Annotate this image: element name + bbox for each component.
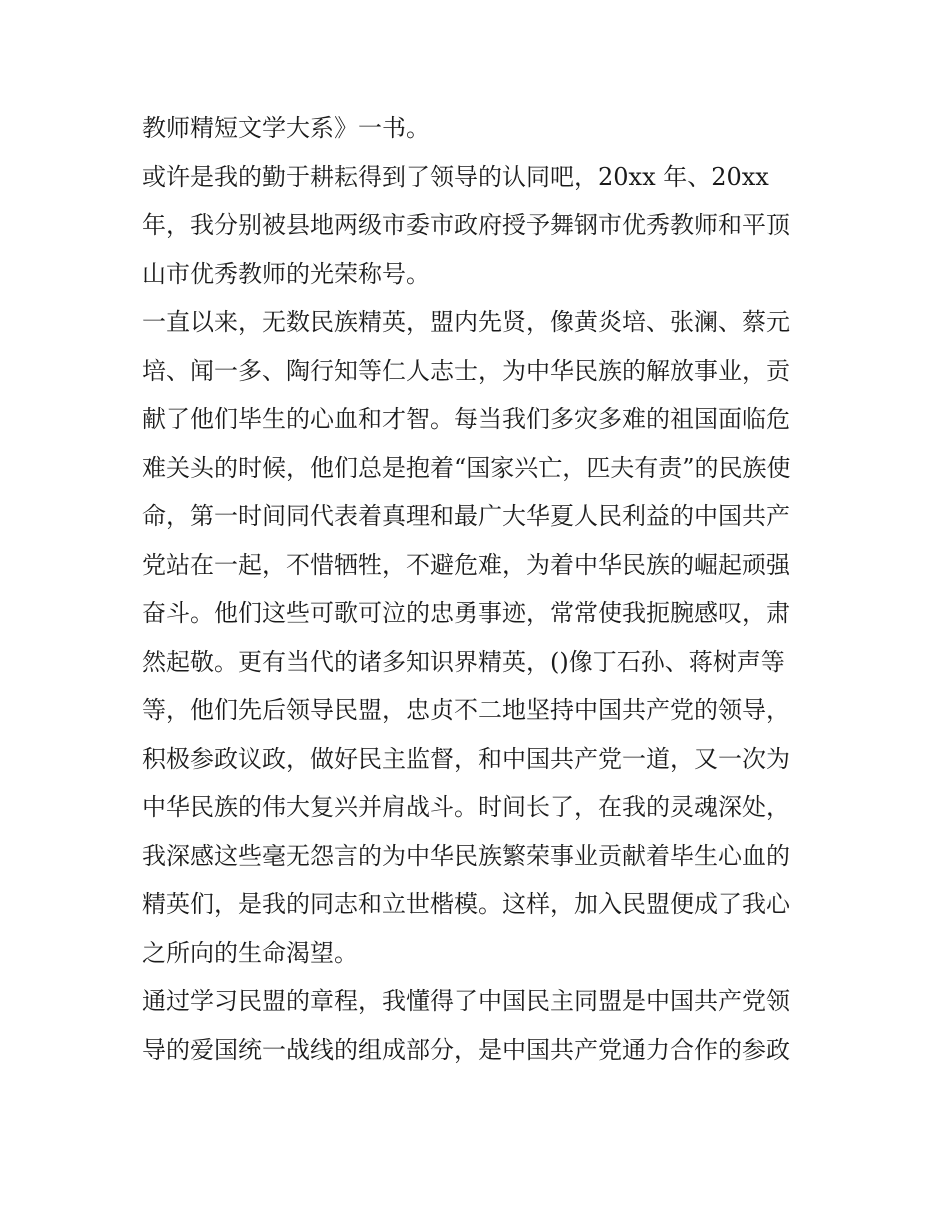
text-line: 或许是我的勤于耕耘得到了领导的认同吧，20xx 年、20xx xyxy=(142,162,769,191)
text-line: 我深感这些毫无怨言的为中华民族繁荣事业贡献着毕生心血的 xyxy=(142,841,790,870)
text-line: 然起敬。更有当代的诸多知识界精英，()像丁石孙、蒋树声等 xyxy=(142,647,785,676)
text-line: 山市优秀教师的光荣称号。 xyxy=(142,259,430,288)
text-line: 导的爱国统一战线的组成部分，是中国共产党通力合作的参政 xyxy=(142,1035,790,1064)
text-line: 之所向的生命渴望。 xyxy=(142,938,358,967)
text-line: 命，第一时间同代表着真理和最广大华夏人民利益的中国共产 xyxy=(142,502,790,530)
text-line: 献了他们毕生的心血和才智。每当我们多灾多难的祖国面临危 xyxy=(142,405,790,433)
text-line: 精英们，是我的同志和立世楷模。这样，加入民盟便成了我心 xyxy=(142,890,790,918)
text-line: 党站在一起，不惜牺牲，不避危难，为着中华民族的崛起顽强 xyxy=(142,550,790,579)
text-line: 中华民族的伟大复兴并肩战斗。时间长了，在我的灵魂深处， xyxy=(142,793,790,821)
text-line: 教师精短文学大系》一书。 xyxy=(142,114,430,142)
text-line: 培、闻一多、陶行知等仁人志士，为中华民族的解放事业，贡 xyxy=(142,356,790,385)
text-line: 积极参政议政，做好民主监督，和中国共产党一道，又一次为 xyxy=(142,744,790,773)
text-line: 奋斗。他们这些可歌可泣的忠勇事迹，常常使我扼腕感叹，肃 xyxy=(142,599,790,627)
text-line: 等，他们先后领导民盟，忠贞不二地坚持中国共产党的领导， xyxy=(142,696,790,724)
document-body xyxy=(142,104,822,1074)
text-line: 难关头的时候，他们总是抱着“国家兴亡，匹夫有责”的民族使 xyxy=(142,453,791,482)
text-line: 一直以来，无数民族精英，盟内先贤，像黄炎培、张澜、蔡元 xyxy=(142,308,790,336)
text-line: 年，我分别被县地两级市委市政府授予舞钢市优秀教师和平顶 xyxy=(142,211,790,239)
text-line: 通过学习民盟的章程，我懂得了中国民主同盟是中国共产党领 xyxy=(142,987,790,1015)
